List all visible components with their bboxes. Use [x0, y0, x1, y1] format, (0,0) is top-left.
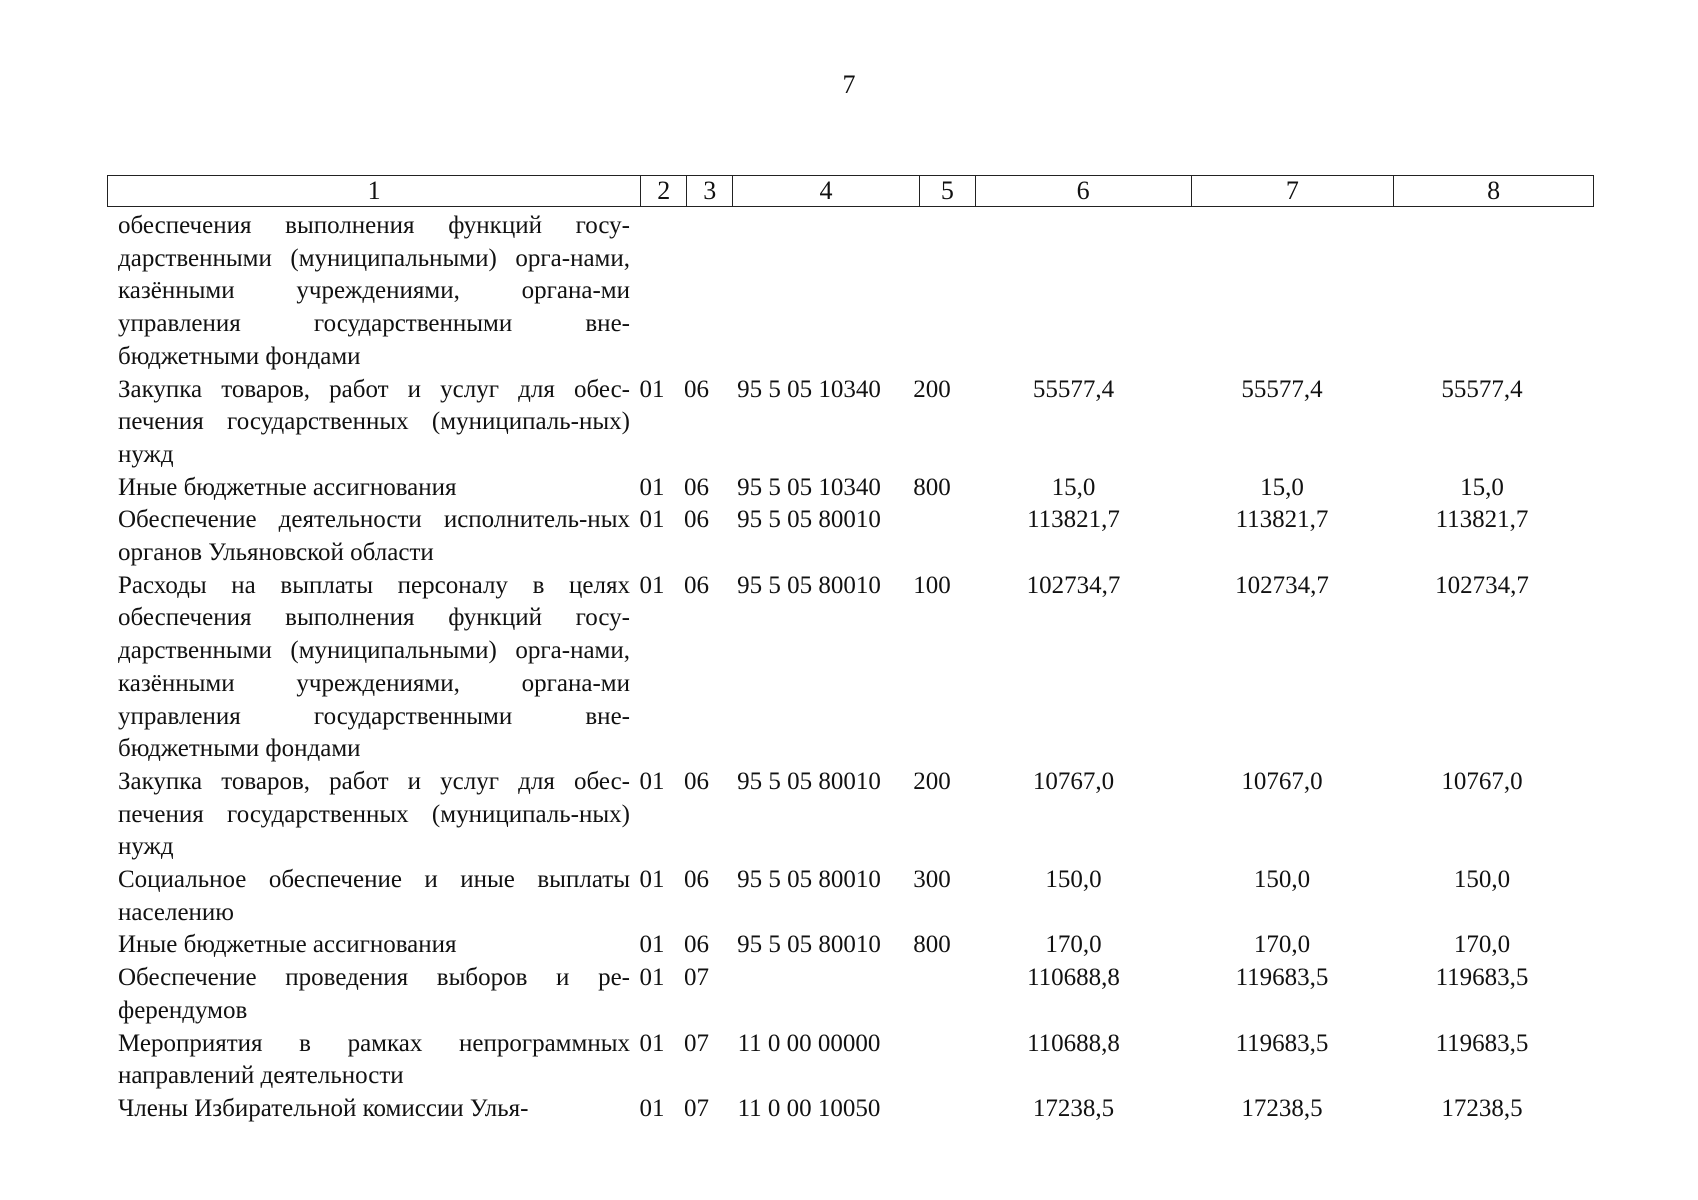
row-expense-type: 800	[913, 473, 951, 501]
row-section: 01	[639, 1029, 665, 1057]
row-target-code: 95 5 05 80010	[737, 866, 881, 894]
row-section: 01	[639, 964, 665, 992]
table-row	[118, 766, 1598, 864]
row-name: Обеспечение проведения выборов и ре-ферендумов	[118, 964, 630, 1024]
table-row	[118, 1093, 1598, 1126]
row-name: Иные бюджетные ассигнования	[118, 931, 457, 959]
header-col-2: 2	[641, 176, 687, 206]
row-amount-7: 113821,7	[1235, 506, 1329, 534]
header-col-5: 5	[920, 176, 976, 206]
page-number: 7	[842, 70, 856, 99]
row-expense-type: 200	[913, 767, 951, 795]
row-section: 01	[639, 375, 665, 403]
row-amount-6: 110688,8	[1027, 964, 1120, 992]
table-row	[118, 374, 1598, 472]
row-amount-7: 15,0	[1260, 473, 1304, 501]
row-expense-type: 200	[913, 375, 951, 403]
table-row	[118, 962, 1598, 1027]
row-name: Члены Избирательной комиссии Улья-	[118, 1094, 529, 1122]
row-section: 01	[639, 1094, 665, 1122]
row-expense-type: 100	[913, 571, 951, 599]
row-amount-8: 119683,5	[1435, 964, 1529, 992]
row-amount-8: 10767,0	[1441, 767, 1523, 795]
row-subsection: 06	[684, 767, 709, 795]
row-target-code: 95 5 05 80010	[737, 767, 881, 795]
row-name: Обеспечение деятельности исполнитель-ных органов Ульяновской области	[118, 506, 630, 567]
row-target-code: 11 0 00 10050	[737, 1094, 881, 1122]
row-amount-6: 113821,7	[1027, 506, 1120, 534]
header-col-8: 8	[1487, 176, 1501, 205]
row-target-code: 95 5 05 80010	[737, 571, 881, 599]
row-amount-8: 102734,7	[1435, 571, 1529, 599]
row-target-code: 95 5 05 80010	[737, 506, 881, 534]
table-row	[118, 1028, 1598, 1093]
row-amount-6: 15,0	[1051, 473, 1096, 501]
row-amount-7: 10767,0	[1241, 767, 1323, 795]
row-subsection: 07	[684, 1094, 709, 1122]
header-col-7: 7	[1192, 176, 1395, 206]
row-amount-6: 102734,7	[1026, 571, 1121, 599]
row-target-code: 95 5 05 10340	[737, 375, 881, 403]
table-row	[118, 210, 1598, 374]
row-section: 01	[639, 767, 665, 795]
row-target-code: 11 0 00 00000	[737, 1029, 881, 1057]
row-amount-8: 55577,4	[1441, 375, 1523, 403]
row-amount-6: 170,0	[1045, 931, 1102, 959]
row-amount-8: 170,0	[1453, 931, 1511, 959]
row-amount-6: 17238,5	[1032, 1094, 1115, 1122]
row-name: Закупка товаров, работ и услуг для обес-печения государственных (муниципаль-ных) нужд	[118, 375, 630, 468]
table-body	[118, 210, 1598, 1126]
row-section: 01	[639, 571, 665, 599]
table-row	[118, 472, 1598, 505]
row-name: обеспечения выполнения функций госу-дарственными (муниципальными) орга-нами, казёнными учреждениями, органа-ми управления государственными вне-бюджетными фондами	[118, 212, 630, 370]
table-row	[118, 864, 1598, 929]
row-name: Расходы на выплаты персоналу в целях обеспечения выполнения функций госу-дарственными (муниципальными) орга-нами, казёнными учреждениями, органа-ми управления государственными вне-бюджетными фондами	[118, 571, 630, 763]
row-subsection: 06	[684, 571, 709, 599]
row-name: Иные бюджетные ассигнования	[118, 473, 457, 501]
table-row	[118, 929, 1598, 962]
row-target-code: 95 5 05 80010	[737, 931, 881, 959]
row-name: Социальное обеспечение и иные выплаты населению	[118, 866, 630, 926]
row-subsection: 07	[684, 1029, 709, 1057]
row-amount-6: 10767,0	[1032, 767, 1115, 795]
row-amount-6: 110688,8	[1027, 1029, 1120, 1057]
row-amount-6: 150,0	[1045, 866, 1102, 894]
row-amount-6: 55577,4	[1032, 375, 1115, 403]
header-col-4: 4	[733, 176, 920, 206]
row-subsection: 06	[684, 931, 709, 959]
header-col-3: 3	[687, 176, 733, 206]
row-subsection: 06	[684, 866, 709, 894]
row-subsection: 07	[684, 964, 709, 992]
row-expense-type: 800	[913, 931, 951, 959]
row-subsection: 06	[684, 506, 709, 534]
row-subsection: 06	[684, 375, 709, 403]
row-amount-7: 55577,4	[1241, 375, 1323, 403]
row-expense-type: 300	[913, 866, 951, 894]
row-amount-8: 15,0	[1460, 473, 1504, 501]
row-amount-8: 119683,5	[1435, 1029, 1529, 1057]
row-section: 01	[639, 473, 665, 501]
row-amount-7: 17238,5	[1241, 1094, 1323, 1122]
table-row	[118, 504, 1598, 569]
table-header	[107, 175, 1594, 207]
header-col-1: 1	[108, 176, 641, 206]
table-row	[118, 570, 1598, 766]
row-amount-7: 170,0	[1253, 931, 1311, 959]
row-section: 01	[639, 866, 665, 894]
row-target-code: 95 5 05 10340	[737, 473, 881, 501]
row-amount-8: 17238,5	[1441, 1094, 1523, 1122]
row-amount-8: 150,0	[1453, 866, 1511, 894]
row-amount-7: 102734,7	[1235, 571, 1329, 599]
row-section: 01	[639, 506, 665, 534]
row-amount-7: 119683,5	[1235, 964, 1329, 992]
row-subsection: 06	[684, 473, 709, 501]
row-name: Закупка товаров, работ и услуг для обес-печения государственных (муниципаль-ных) нужд	[118, 767, 630, 861]
row-amount-7: 119683,5	[1235, 1029, 1329, 1057]
row-amount-7: 150,0	[1253, 866, 1311, 894]
row-section: 01	[639, 931, 665, 959]
row-name: Мероприятия в рамках непрограммных направлений деятельности	[118, 1029, 630, 1090]
row-amount-8: 113821,7	[1435, 506, 1529, 534]
header-col-6: 6	[976, 176, 1192, 206]
